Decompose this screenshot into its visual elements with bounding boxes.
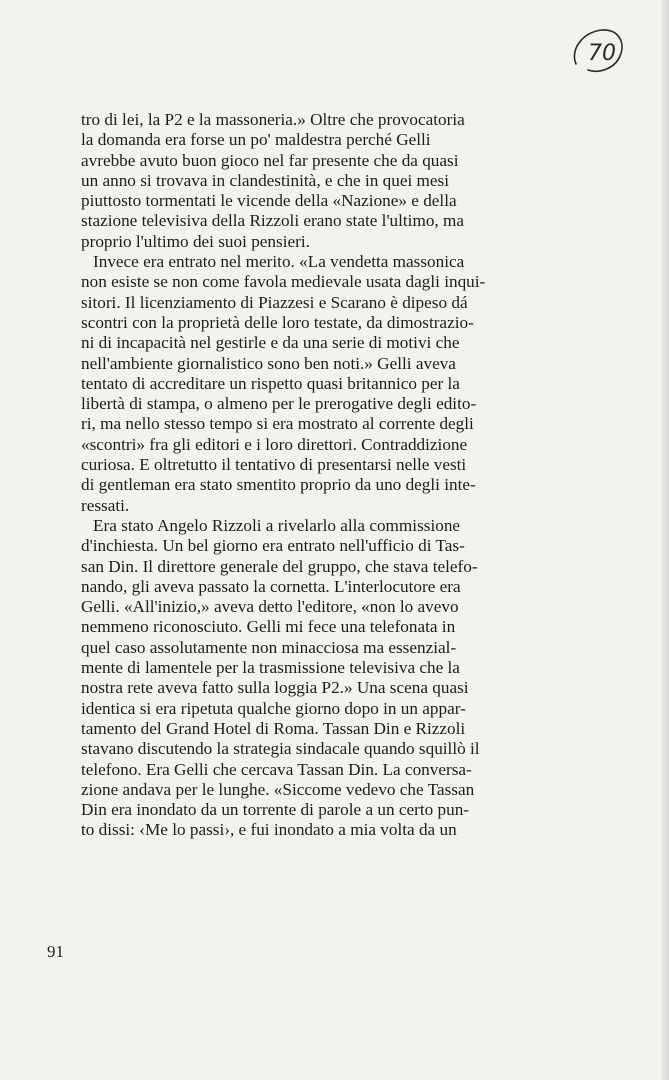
text-line: «scontri» fra gli editori e i loro direttori. Contraddizione <box>81 434 468 454</box>
text-line: san Din. Il direttore generale del gruppo, che stava telefo- <box>81 556 478 576</box>
text-line: stazione televisiva della Rizzoli erano state l'ultimo, ma <box>81 211 465 231</box>
text-line: nostra rete aveva fatto sulla loggia P2.» Una scena quasi <box>81 678 469 698</box>
body-text <box>81 110 566 841</box>
text-line: tentato di accreditare un rispetto quasi britannico per la <box>81 373 460 393</box>
text-line: la domanda era forse un po' maldestra perché Gelli <box>81 130 431 150</box>
handwritten-page-annotation <box>568 24 628 82</box>
text-line: un anno si trovava in clandestinità, e che in quei mesi <box>81 170 449 190</box>
annotation-number: 70 <box>588 41 616 66</box>
text-line: curiosa. E oltretutto il tentativo di presentarsi nelle vesti <box>81 455 467 475</box>
text-line: tamento del Grand Hotel di Roma. Tassan Din e Rizzoli <box>81 718 466 738</box>
text-line: mente di lamentele per la trasmissione televisiva che la <box>81 658 460 678</box>
text-line: nell'ambiente giornalistico sono ben noti.» Gelli aveva <box>81 353 456 373</box>
text-line: proprio l'ultimo dei suoi pensieri. <box>81 231 310 251</box>
text-line: telefono. Era Gelli che cercava Tassan Din. La conversa- <box>81 759 472 779</box>
paragraph <box>81 110 566 252</box>
paragraph <box>81 516 566 841</box>
text-line: nemmeno riconosciuto. Gelli mi fece una telefonata in <box>81 617 456 637</box>
text-line: identica si era ripetuta qualche giorno dopo in un appar- <box>81 698 466 718</box>
text-line: Din era inondato da un torrente di parole a un certo pun- <box>81 800 470 820</box>
text-line: libertà di stampa, o almeno per le prerogative degli edito- <box>81 394 477 414</box>
text-line: piuttosto tormentati le vicende della «Nazione» e della <box>81 191 457 211</box>
text-line: nando, gli aveva passato la cornetta. L'interlocutore era <box>81 576 461 596</box>
text-line: to dissi: ‹Me lo passi›, e fui inondato a mia volta da un <box>81 820 457 840</box>
text-line: quel caso assolutamente non minacciosa ma essenzial- <box>81 637 457 657</box>
text-line: zione andava per le lunghe. «Siccome vedevo che Tassan <box>81 779 475 799</box>
text-line: non esiste se non come favola medievale usata dagli inqui- <box>81 272 486 292</box>
text-line: di gentleman era stato smentito proprio da uno degli inte- <box>81 475 476 495</box>
text-line: d'inchiesta. Un bel giorno era entrato nell'ufficio di Tas- <box>81 536 465 556</box>
page-edge-shadow <box>661 0 669 1080</box>
text-line: Era stato Angelo Rizzoli a rivelarlo alla commissione <box>93 515 461 535</box>
text-line: ressati. <box>81 495 130 515</box>
text-line: ni di incapacità nel gestirle e da una serie di motivi che <box>81 333 460 353</box>
text-line: Invece era entrato nel merito. «La vendetta massonica <box>93 252 465 272</box>
text-line: ri, ma nello stesso tempo si era mostrato al corrente degli <box>81 414 474 434</box>
text-line: Gelli. «All'inizio,» aveva detto l'editore, «non lo avevo <box>81 597 459 617</box>
text-line: avrebbe avuto buon gioco nel far presente che da quasi <box>81 150 459 170</box>
text-line: tro di lei, la P2 e la massoneria.» Oltre che provocatoria <box>81 110 465 129</box>
text-line: sitori. Il licenziamento di Piazzesi e Scarano è dipeso dá <box>81 292 468 312</box>
paragraph <box>81 252 566 516</box>
page-number: 91 <box>47 942 64 961</box>
text-line: stavano discutendo la strategia sindacale quando squillò il <box>81 739 480 759</box>
text-line: scontri con la proprietà delle loro testate, da dimostrazio- <box>81 312 474 332</box>
